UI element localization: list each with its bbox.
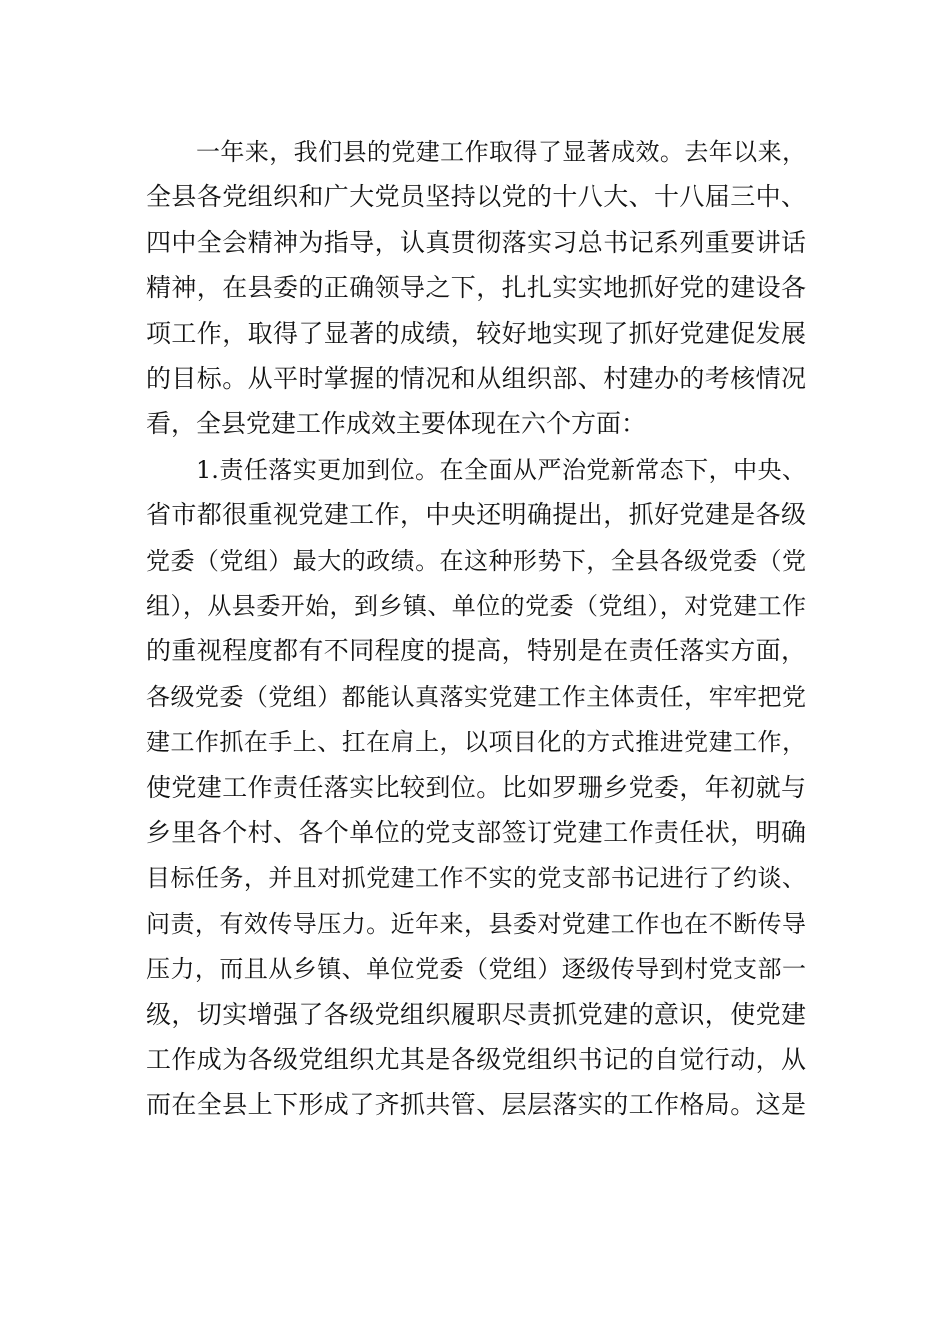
text-line: 各级党委（党组）都能认真落实党建工作主体责任，牢牢把党 (146, 683, 806, 711)
text-line: 党委（党组）最大的政绩。在这种形势下，全县各级党委（党 (146, 547, 806, 575)
text-line: 的重视程度都有不同程度的提高，特别是在责任落实方面， (146, 636, 806, 665)
text-line: 看，全县党建工作成效主要体现在六个方面： (146, 409, 647, 438)
text-line: 乡里各个村、各个单位的党支部签订党建工作责任状，明确 (146, 818, 806, 847)
text-line: 一年来，我们县的党建工作取得了显著成效。去年以来， (196, 138, 806, 166)
text-line: 级，切实增强了各级党组织履职尽责抓党建的意识，使党建 (146, 1000, 806, 1029)
text-line: 建工作抓在手上、扛在肩上，以项目化的方式推进党建工作， (146, 728, 806, 756)
text-line: 目标任务，并且对抓党建工作不实的党支部书记进行了约谈、 (146, 864, 806, 892)
text-line: 组），从县委开始，到乡镇、单位的党委（党组），对党建工作 (146, 592, 806, 620)
text-line: 工作成为各级党组织尤其是各级党组织书记的自觉行动，从 (146, 1045, 806, 1074)
text-line: 项工作，取得了显著的成绩，较好地实现了抓好党建促发展 (146, 319, 806, 348)
text-line: 使党建工作责任落实比较到位。比如罗珊乡党委，年初就与 (146, 773, 806, 802)
text-line: 压力，而且从乡镇、单位党委（党组）逐级传导到村党支部一 (146, 955, 806, 983)
text-line: 精神，在县委的正确领导之下，扎扎实实地抓好党的建设各 (146, 273, 806, 302)
text-line: 的目标。从平时掌握的情况和从组织部、村建办的考核情况 (146, 364, 806, 393)
text-line: 问责，有效传导压力。近年来，县委对党建工作也在不断传导 (146, 910, 806, 938)
text-line: 全县各党组织和广大党员坚持以党的十八大、十八届三中、 (146, 182, 806, 211)
text-line: 省市都很重视党建工作，中央还明确提出，抓好党建是各级 (146, 500, 806, 529)
text-line: 1.责任落实更加到位。在全面从严治党新常态下，中央、 (196, 456, 806, 484)
text-line: 而在全县上下形成了齐抓共管、层层落实的工作格局。这是 (146, 1090, 806, 1119)
text-line: 四中全会精神为指导，认真贯彻落实习总书记系列重要讲话 (146, 228, 806, 257)
